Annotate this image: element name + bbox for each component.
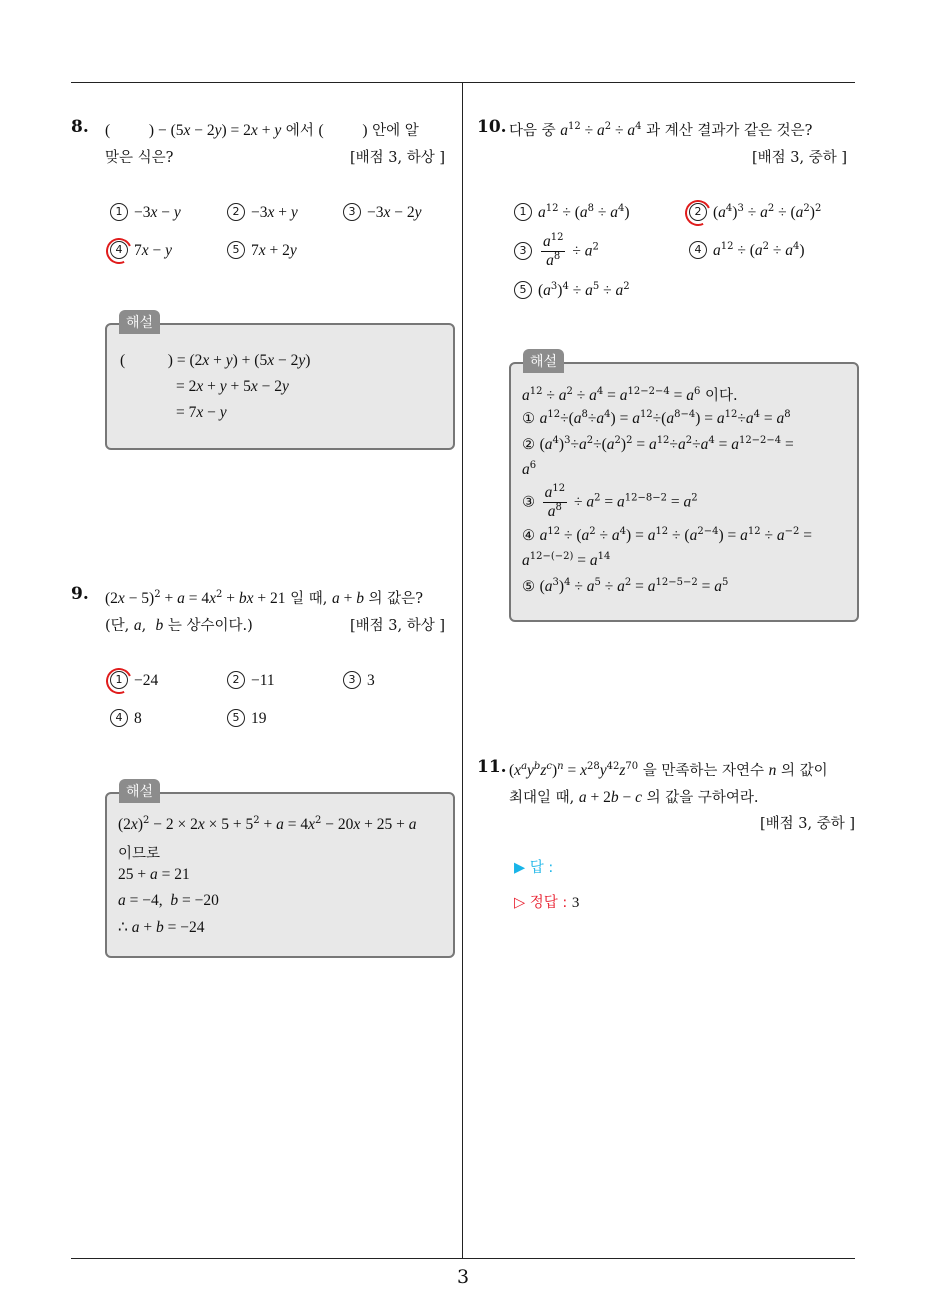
question-11-number: 11.	[477, 757, 507, 777]
q10-explanation-tag: 해설	[523, 349, 564, 373]
correct-answer-label: ▷ 정답 : 3	[514, 895, 580, 911]
q10-choice-5[interactable]: 5 $(a^3)^4 \div a^5 \div a^2$	[514, 282, 630, 300]
page-number: 3	[456, 1266, 470, 1288]
q9-explain-line-4: a = −4, b = −20	[118, 892, 219, 909]
choice-4-marker-selected: 4	[110, 241, 128, 259]
question-8-score: [배점 3, 하상 ]	[350, 150, 446, 166]
choice-5-marker: 5	[227, 241, 245, 259]
column-divider	[462, 82, 463, 1258]
q8-explain-line-1: ( ) = (2x + y) + (5x − 2y)	[120, 352, 311, 369]
q10-explain-line-4: $a^6$	[522, 460, 537, 478]
q9-explain-line-1: $(2x)^2 - 2 \times 2x \times 5 + 5^2 + a = 4x^2 - 20x + 25 + a$	[118, 815, 417, 833]
question-10-number: 10.	[477, 117, 507, 137]
choice-1-marker: 1	[514, 203, 532, 221]
q9-explain-line-3: 25 + a = 21	[118, 866, 190, 883]
q10-choice-1[interactable]: 1 $a^{12} \div (a^8 \div a^4)$	[514, 204, 630, 222]
q10-explain-line-2: ① $a^{12}\div(a^8\div a^4) = a^{12}\div(a^{8-4}) = a^{12}\div a^4 = a^8$	[522, 409, 791, 427]
question-8-text-line2: 맞은 식은?	[105, 150, 174, 166]
q10-choice-2[interactable]: 2 $(a^4)^3 \div a^2 \div (a^2)^2$	[689, 204, 821, 222]
q10-explain-line-8: ⑤ $(a^3)^4 \div a^5 \div a^2 = a^{12-5-2} = a^5$	[522, 577, 729, 595]
choice-2-marker-selected: 2	[689, 203, 707, 221]
q8-explanation-tag: 해설	[119, 310, 160, 334]
question-9-number: 9.	[71, 584, 89, 604]
q8-choice-3[interactable]: 3 −3x − 2y	[343, 204, 422, 222]
q10-choice-4[interactable]: 4 $a^{12} \div (a^2 \div a^4)$	[689, 242, 805, 260]
choice-1-marker: 1	[110, 203, 128, 221]
choice-2-marker: 2	[227, 203, 245, 221]
choice-5-marker: 5	[227, 709, 245, 727]
q8-explain-line-3: = 7x − y	[176, 404, 227, 421]
q9-choice-2[interactable]: 2 −11	[227, 672, 275, 690]
bottom-rule	[71, 1258, 855, 1259]
q10-explain-line-5: ③ $\frac{a^{12}}{a^8}$ ÷ $a^2 = a^{12-8-2} = a^2$	[522, 483, 698, 520]
q8-explain-line-2: = 2x + y + 5x − 2y	[176, 378, 289, 395]
q9-choice-3[interactable]: 3 3	[343, 672, 375, 690]
choice-3-marker: 3	[514, 242, 532, 260]
q8-choice-2[interactable]: 2 −3x + y	[227, 204, 298, 222]
question-11-text: $(x^ay^bz^c)^n = x^{28}y^{42}z^{70}$ 을 만족하는 자연수 n 의 값이	[509, 761, 828, 779]
question-11-score: [배점 3, 중하 ]	[760, 816, 856, 832]
q9-explain-line-2: 이므로	[118, 846, 161, 862]
question-9-text: $(2x - 5)^2 + a = 4x^2$ + bx + 21 일 때, a + b 의 값은?	[105, 589, 423, 607]
question-10-text: 다음 중 $a^{12} \div a^2 \div a^4$ 과 계산 결과가 같은 것은?	[509, 121, 813, 139]
correct-answer-value: 3	[571, 895, 580, 911]
q10-explain-line-3: ② $(a^4)^3\div a^2\div(a^2)^2 = a^{12}\div a^2\div a^4 = a^{12-2-4}$ =	[522, 435, 794, 453]
top-rule	[71, 82, 855, 83]
choice-5-marker: 5	[514, 281, 532, 299]
choice-4-marker: 4	[110, 709, 128, 727]
q8-choice-4[interactable]: 4 7x − y	[110, 242, 172, 260]
q10-explain-line-1: $a^{12} \div a^2 \div a^4 = a^{12-2-4} = a^6$ 이다.	[522, 386, 738, 404]
q9-explain-line-5: ∴ a + b = −24	[118, 919, 205, 936]
q10-choice-3[interactable]: 3 $\frac{a^{12}}{a^8}$ ÷ $a^2$	[514, 233, 599, 270]
choice-3-marker: 3	[343, 671, 361, 689]
question-9-condition: (단, a, b 는 상수이다.)	[105, 617, 253, 634]
q9-choice-4[interactable]: 4 8	[110, 710, 142, 728]
choice-1-marker-selected: 1	[110, 671, 128, 689]
question-8-text: ( ) − (5x − 2y) = 2x + y 에서 ( ) 안에 알	[105, 122, 419, 139]
question-9-score: [배점 3, 하상 ]	[350, 618, 446, 634]
question-11-text-line2: 최대일 때, a + 2b − c 의 값을 구하여라.	[509, 789, 759, 806]
q8-choice-5[interactable]: 5 7x + 2y	[227, 242, 297, 260]
q9-explanation-tag: 해설	[119, 779, 160, 803]
question-10-score: [배점 3, 중하 ]	[752, 150, 848, 166]
q10-explain-line-7: $a^{12-(-2)} = a^{14}$	[522, 551, 611, 569]
q9-choice-5[interactable]: 5 19	[227, 710, 267, 728]
q8-choice-1[interactable]: 1 −3x − y	[110, 204, 181, 222]
q9-choice-1[interactable]: 1 −24	[110, 672, 158, 690]
question-8-number: 8.	[71, 117, 89, 137]
q10-explain-line-6: ④ $a^{12} \div (a^2 \div a^4) = a^{12} \div (a^{2-4}) = a^{12} \div a^{-2}$ =	[522, 526, 812, 544]
answer-input-label[interactable]: ▶ 답 :	[514, 860, 554, 876]
choice-4-marker: 4	[689, 241, 707, 259]
choice-2-marker: 2	[227, 671, 245, 689]
choice-3-marker: 3	[343, 203, 361, 221]
